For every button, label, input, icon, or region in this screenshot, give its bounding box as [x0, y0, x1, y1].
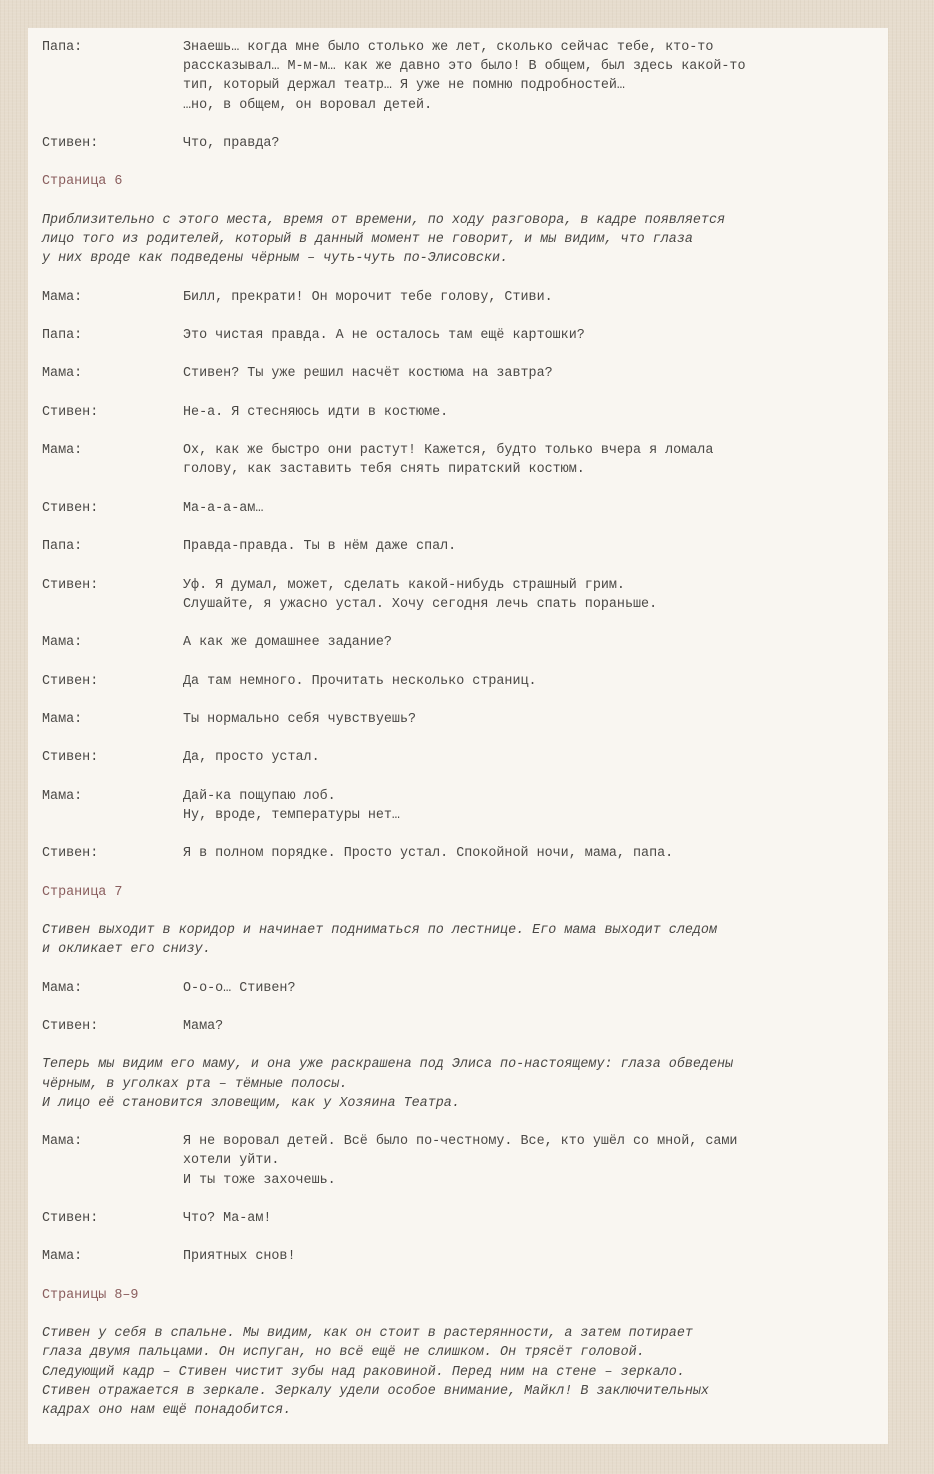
speaker-name: Стивен: [42, 673, 99, 689]
dialogue-block [42, 1132, 874, 1190]
dialogue-text [183, 787, 874, 825]
dialogue-line: хотели уйти. [183, 1153, 280, 1169]
dialogue-line: Ох, как же быстро они растут! Кажется, будто только вчера я ломала [183, 443, 714, 459]
direction-line: Стивен у себя в спальне. Мы видим, как он стоит в растерянности, а затем потирает [42, 1326, 693, 1342]
speaker-name: Мама: [42, 1134, 83, 1150]
direction-line: И лицо её становится зловещим, как у Хозяина Театра. [42, 1095, 460, 1111]
dialogue-line: Приятных снов! [183, 1249, 296, 1265]
dialogue-block [42, 979, 874, 998]
speaker-name: Мама: [42, 443, 83, 459]
dialogue-block [42, 38, 874, 115]
dialogue-block [42, 326, 874, 345]
dialogue-text [183, 748, 874, 767]
page-heading: Страницы 8–9 [42, 1287, 139, 1303]
dialogue-text [183, 576, 874, 614]
dialogue-block [42, 748, 874, 767]
script-page [28, 28, 888, 1444]
speaker-name: Мама: [42, 711, 83, 727]
page-heading: Страница 6 [42, 174, 123, 190]
speaker-name: Стивен: [42, 404, 99, 420]
speaker-name: Стивен: [42, 577, 99, 593]
dialogue-text [183, 134, 874, 153]
dialogue-text [183, 979, 874, 998]
dialogue-line: Правда-правда. Ты в нём даже спал. [183, 539, 457, 555]
direction-line: Стивен выходит в коридор и начинает подниматься по лестнице. Его мама выходит следом [42, 923, 717, 939]
direction-line: Стивен отражается в зеркале. Зеркалу удели особое внимание, Майкл! В заключительных [42, 1383, 709, 1399]
dialogue-line: …но, в общем, он воровал детей. [183, 97, 433, 113]
speaker-name: Папа: [42, 327, 83, 343]
speaker-name: Стивен: [42, 750, 99, 766]
dialogue-line: И ты тоже захочешь. [183, 1172, 336, 1188]
dialogue-line: Дай-ка пощупаю лоб. [183, 788, 336, 804]
speaker-name: Стивен: [42, 1211, 99, 1227]
dialogue-block [42, 1209, 874, 1228]
direction-line: Теперь мы видим его маму, и она уже раскрашена под Элиса по-настоящему: глаза обведены [42, 1057, 734, 1073]
dialogue-line: Знаешь… когда мне было столько же лет, сколько сейчас тебе, кто-то [183, 40, 714, 55]
dialogue-text [183, 288, 874, 307]
direction-line: Приблизительно с этого места, время от времени, по ходу разговора, в кадре появляется [42, 212, 726, 228]
dialogue-line: А как же домашнее задание? [183, 635, 392, 651]
dialogue-text [183, 364, 874, 383]
dialogue-text [183, 1017, 874, 1036]
stage-direction [42, 211, 874, 269]
dialogue-block [42, 1017, 874, 1036]
dialogue-text [183, 633, 874, 652]
dialogue-text [183, 326, 874, 345]
speaker-name: Стивен: [42, 136, 99, 151]
page-heading: Страница 7 [42, 884, 123, 900]
dialogue-text [183, 441, 874, 479]
dialogue-text [183, 403, 874, 422]
dialogue-line: Не-а. Я стесняюсь идти в костюме. [183, 404, 449, 420]
speaker-name: Стивен: [42, 1019, 99, 1035]
dialogue-text [183, 672, 874, 691]
speaker-name: Мама: [42, 788, 83, 804]
dialogue-line: тип, который держал театр… Я уже не помню подробностей… [183, 78, 625, 94]
dialogue-line: Я не воровал детей. Всё было по-честному. Все, кто ушёл со мной, сами [183, 1134, 738, 1150]
dialogue-block [42, 576, 874, 614]
dialogue-line: Стивен? Ты уже решил насчёт костюма на завтра? [183, 366, 553, 382]
direction-line: глаза двумя пальцами. Он испуган, но всё ещё не слишком. Он трясёт головой. [42, 1345, 645, 1361]
speaker-name: Мама: [42, 366, 83, 382]
speaker-name: Стивен: [42, 846, 99, 862]
speaker-name: Папа: [42, 40, 83, 55]
dialogue-line: голову, как заставить тебя снять пиратский костюм. [183, 462, 585, 478]
stage-direction [42, 1055, 874, 1113]
speaker-name: Папа: [42, 539, 83, 555]
dialogue-line: Слушайте, я ужасно устал. Хочу сегодня лечь спать пораньше. [183, 596, 658, 612]
dialogue-line: Что, правда? [183, 136, 280, 151]
dialogue-block [42, 1247, 874, 1266]
dialogue-line: Уф. Я думал, может, сделать какой-нибудь страшный грим. [183, 577, 625, 593]
dialogue-line: Что? Ма-ам! [183, 1211, 272, 1227]
direction-line: и окликает его снизу. [42, 942, 211, 958]
dialogue-block [42, 537, 874, 556]
direction-line: Следующий кадр – Стивен чистит зубы над раковиной. Перед ним на стене – зеркало. [42, 1364, 685, 1380]
dialogue-text [183, 1247, 874, 1266]
dialogue-block [42, 633, 874, 652]
dialogue-block [42, 403, 874, 422]
direction-line: у них вроде как подведены чёрным – чуть-чуть по-Элисовски. [42, 251, 509, 267]
dialogue-block [42, 787, 874, 825]
dialogue-text [183, 1209, 874, 1228]
dialogue-block [42, 844, 874, 863]
dialogue-line: Ма-а-а-ам… [183, 500, 264, 516]
speaker-name: Мама: [42, 289, 83, 305]
direction-line: кадрах оно нам ещё понадобится. [42, 1403, 292, 1418]
dialogue-block [42, 364, 874, 383]
speaker-name: Мама: [42, 635, 83, 651]
dialogue-line: Мама? [183, 1019, 224, 1035]
dialogue-text [183, 38, 874, 115]
dialogue-block [42, 672, 874, 691]
dialogue-text [183, 844, 874, 863]
dialogue-block [42, 134, 874, 153]
dialogue-block [42, 499, 874, 518]
speaker-name: Мама: [42, 1249, 83, 1265]
stage-direction [42, 1324, 874, 1420]
dialogue-text [183, 499, 874, 518]
dialogue-line: О-о-о… Стивен? [183, 980, 296, 996]
dialogue-line: Билл, прекрати! Он морочит тебе голову, Стиви. [183, 289, 553, 305]
dialogue-text [183, 710, 874, 729]
direction-line: чёрным, в уголках рта – тёмные полосы. [42, 1076, 348, 1092]
dialogue-block [42, 710, 874, 729]
direction-line: лицо того из родителей, который в данный момент не говорит, и мы видим, что глаза [42, 231, 693, 247]
speaker-name: Мама: [42, 980, 83, 996]
speaker-name: Стивен: [42, 500, 99, 516]
dialogue-line: Да, просто устал. [183, 750, 320, 766]
dialogue-block [42, 441, 874, 479]
dialogue-text [183, 1132, 874, 1190]
dialogue-line: Да там немного. Прочитать несколько страниц. [183, 673, 537, 689]
stage-direction [42, 921, 874, 959]
dialogue-line: Ты нормально себя чувствуешь? [183, 711, 417, 727]
dialogue-line: рассказывал… М-м-м… как же давно это было! В общем, был здесь какой-то [183, 59, 746, 75]
dialogue-line: Я в полном порядке. Просто устал. Спокойной ночи, мама, папа. [183, 846, 674, 862]
dialogue-line: Ну, вроде, температуры нет… [183, 807, 400, 823]
dialogue-block [42, 288, 874, 307]
dialogue-line: Это чистая правда. А не осталось там ещё картошки? [183, 327, 585, 343]
dialogue-text [183, 537, 874, 556]
